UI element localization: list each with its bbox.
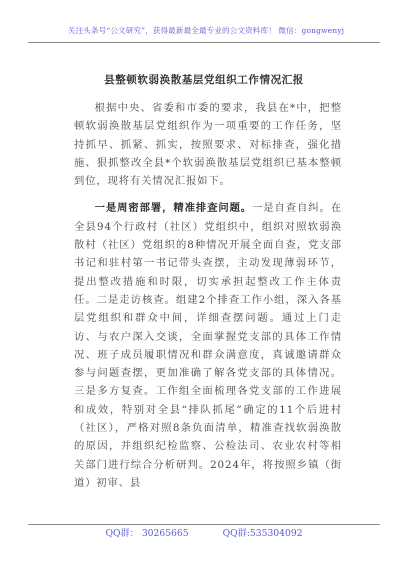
footer-qq-group-1: QQ群： 30265665	[105, 528, 189, 539]
document-title: 县整顿软弱涣散基层党组织工作情况汇报	[104, 74, 304, 86]
footer	[0, 528, 408, 540]
intro-paragraph: 根据中央、省委和市委的要求，我县在*中，把整顿软弱涣散基层党组织作为一项重要的工作任务，坚持抓早、抓紧、抓实，按照要求、对标排查，强化措施、狠抓整改全县*个软弱涣散基层党组织已基本整顿到位，现将有关情况汇报如下。	[74, 102, 342, 188]
section-1-text: 一是自查自纠。在全县94个行政村（社区）党组织中，组织对照软弱涣散村（社区）党组织的8种情况开展全面自查，党支部书记和驻村第一书记带头查摆，主动发现薄弱环节，提出整改措施和时限，切实承担起整改工作主体责任。二是走访核查。组建2个排查工作小组，深入各基层党组织和群众中间，详细查摆问题。通过上门走访、与农户深入交谈，全面掌握党支部的具体工作情况、班子成员履职情况和群众满意度，真诚邀请群众参与问题查摆，更加准确了解各党支部的具体情况。三是多方复查。工作组全面梳理各党支部的工作进展和成效，特别对全县“排队抓尾”确定的11个后进村（社区），严格对照8条负面清单，精准查找软弱涣散的原因，并组织纪检监察、公检法司、农业农村等相关部门进行综合分析研判。2024年，将按照乡镇（街道）初审、县	[74, 202, 342, 489]
section-1-heading: 一是周密部署，精准排查问题。	[94, 202, 253, 215]
section-1-paragraph	[74, 199, 342, 492]
header-divider	[28, 42, 380, 43]
footer-qq-group-2: QQ群:535304092	[222, 528, 303, 539]
document-body	[74, 99, 342, 492]
footer-divider	[28, 524, 380, 525]
header-note: 关注头条号“公文研究”，获得最新最全最专业的公文资料库！ 微信：gongwenyj	[67, 26, 345, 35]
